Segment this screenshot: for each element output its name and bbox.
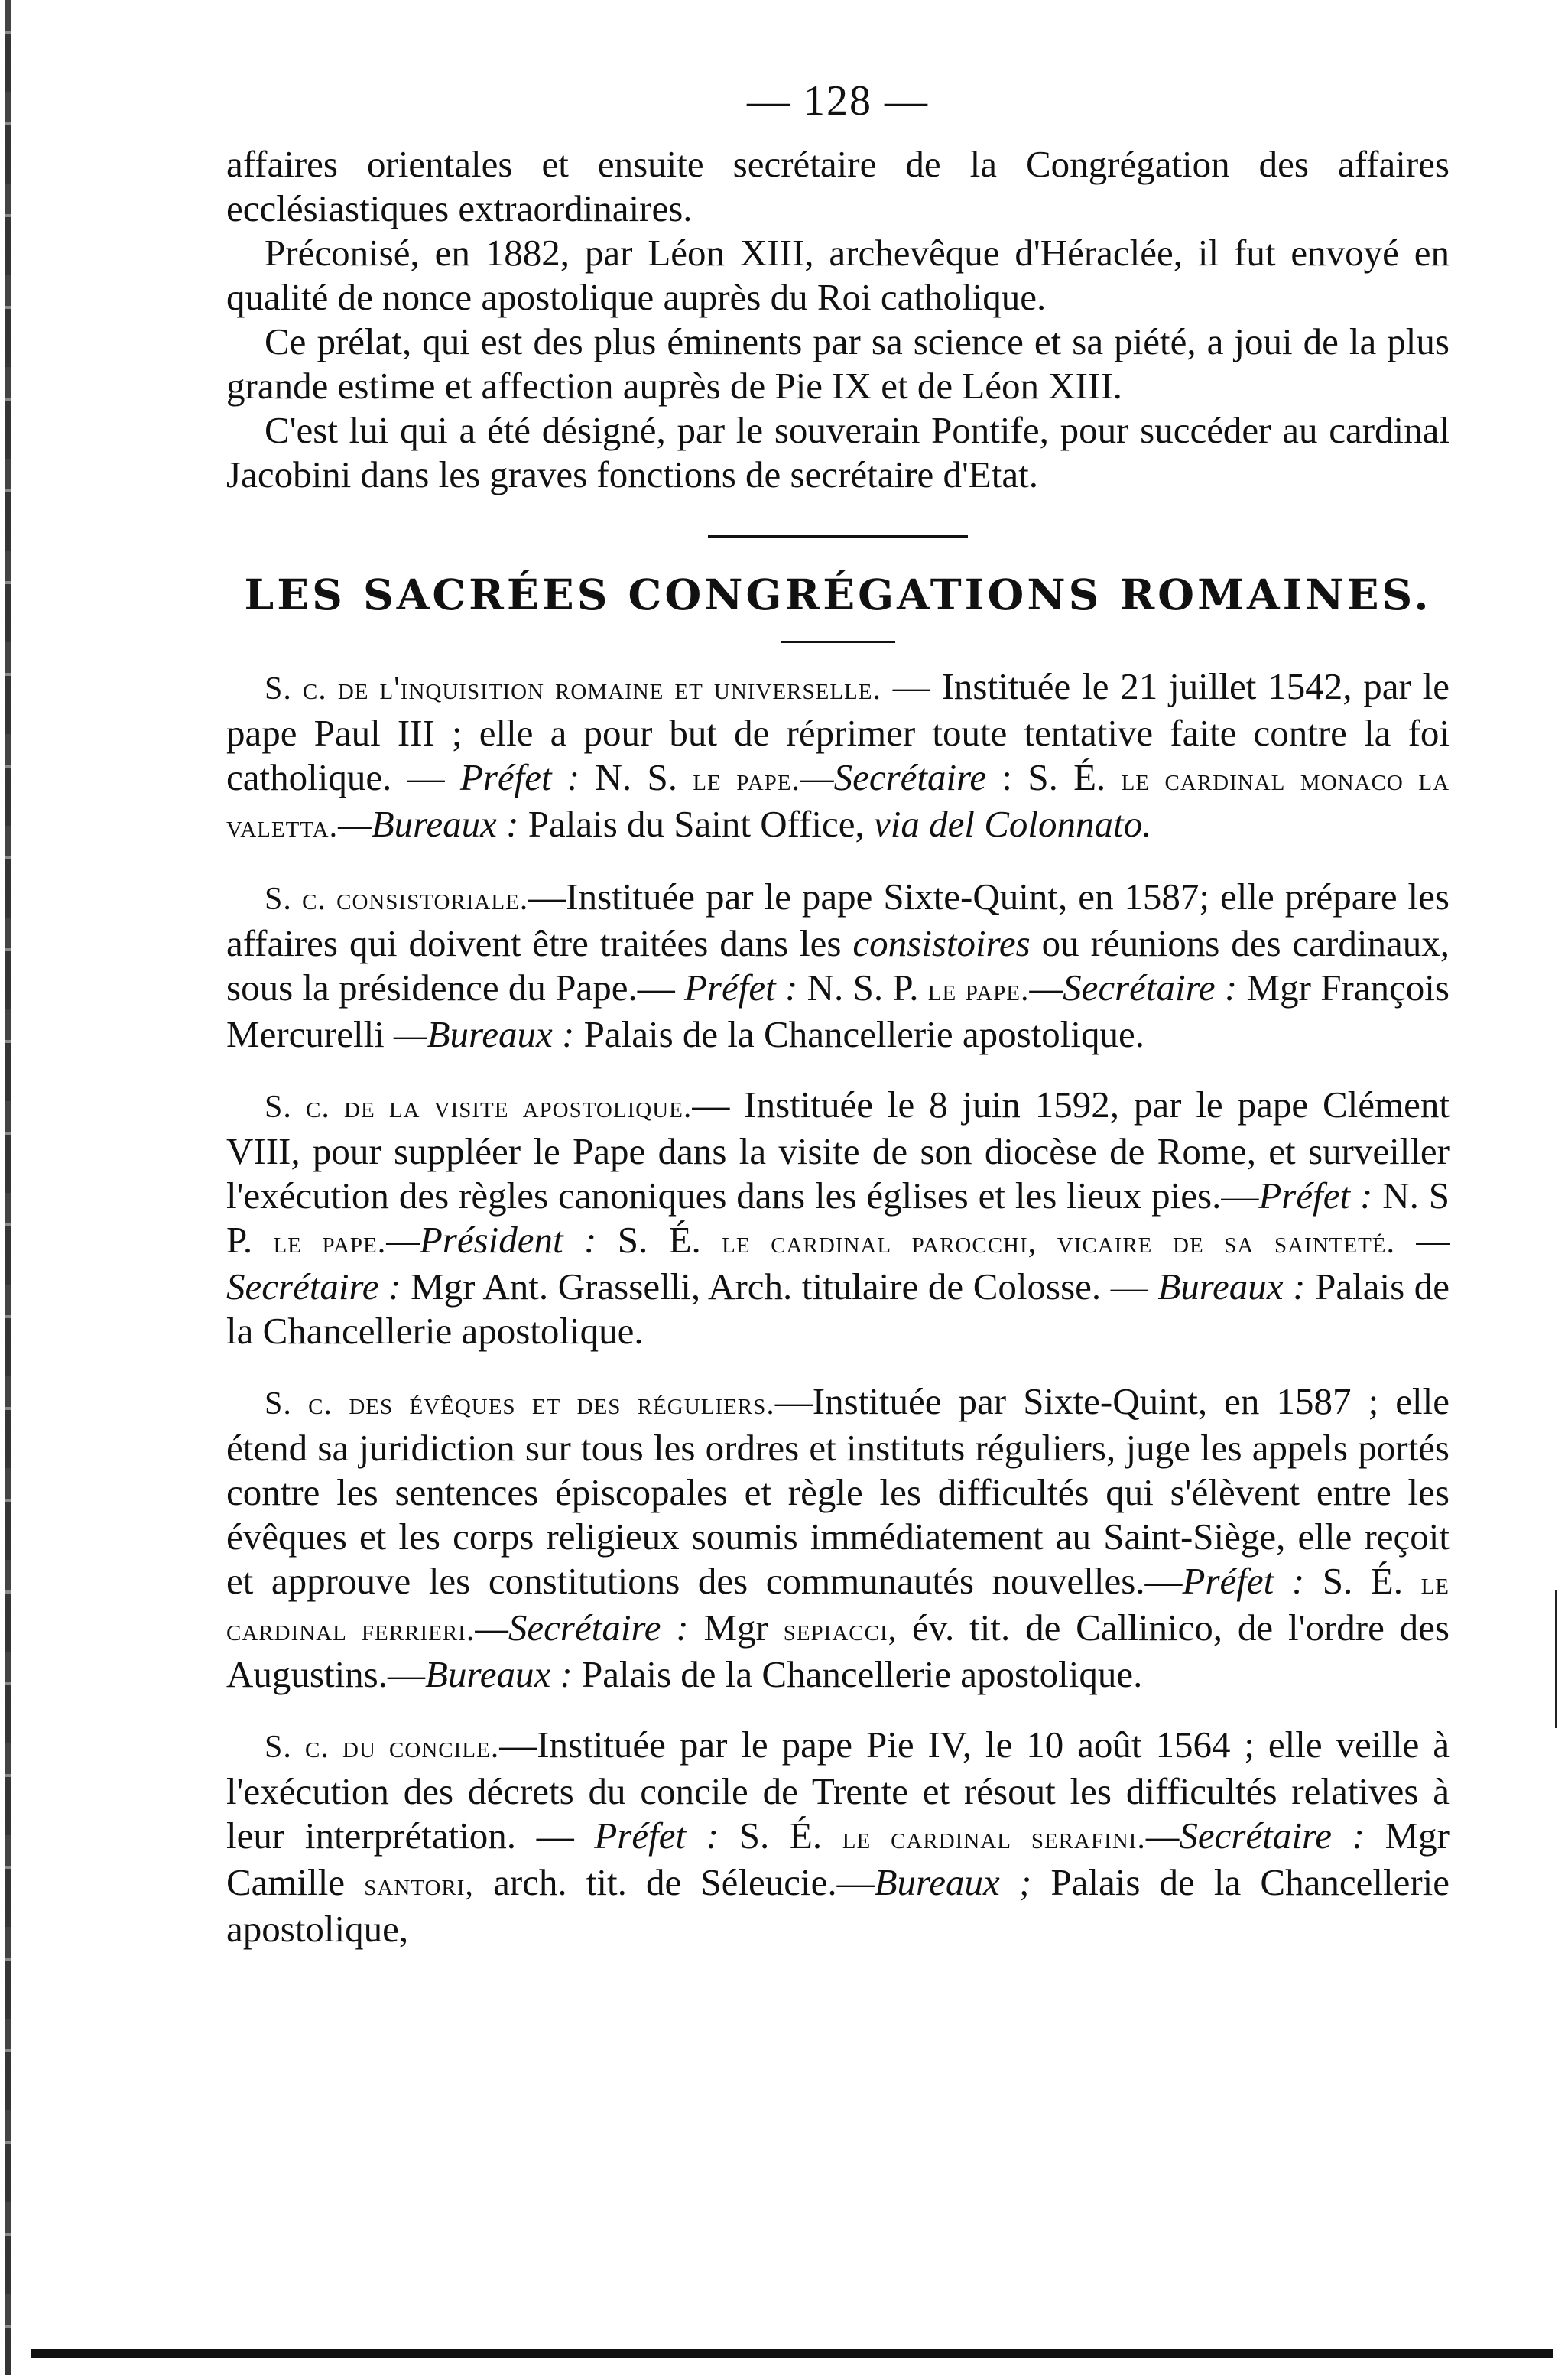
- entry-paragraph: [226, 875, 1450, 1057]
- entry-label: Préfet :: [1258, 1175, 1373, 1217]
- entry-text: év. tit. de Callinico, de l'ordre des Augustins.—: [226, 1607, 1450, 1695]
- entry-text: — Instituée le 8 juin 1592, par le pape Clément VIII, pour suppléer le Pape dans la visite de son diocèse de Rome, et surveiller l'exécution des règles canoniques dans les églises et les lieux pies.—: [226, 1084, 1450, 1217]
- entry-heading: S. c. des évêques et des réguliers.: [265, 1386, 775, 1421]
- entry-label: Bureaux :: [1157, 1265, 1306, 1308]
- entry-text: N. S P.: [226, 1175, 1450, 1261]
- entry-text: Palais de la Chancellerie apostolique.: [572, 1653, 1143, 1695]
- entry-text: : S. É.: [986, 756, 1122, 798]
- scan-right-mark: [1555, 1590, 1557, 1728]
- entry-label: Bureaux :: [425, 1653, 573, 1695]
- scan-bottom-edge: [31, 2349, 1553, 2358]
- entry-name: sepiacci,: [783, 1613, 898, 1648]
- entry-text: Palais du Saint Office,: [518, 803, 874, 845]
- scan-left-edge: [5, 0, 11, 2375]
- entry-heading: S. c. de la visite apostolique.: [265, 1090, 693, 1125]
- entry-name: le cardinal monaco la valetta.: [226, 762, 1450, 844]
- entry-text: S. É.: [719, 1815, 842, 1857]
- entry-label: via del Colonnato.: [874, 803, 1152, 845]
- entry-text: S. É.: [596, 1219, 722, 1261]
- entry-text: N. S.: [579, 756, 693, 798]
- entry-name: le pape.: [927, 973, 1030, 1008]
- entry-text: Mgr Ant. Grasselli, Arch. titulaire de Colosse. —: [401, 1265, 1158, 1308]
- entry-heading: S. c. consistoriale.: [265, 882, 529, 917]
- entry-text: Mgr Camille: [226, 1815, 1450, 1903]
- congregation-entry: [226, 664, 1450, 849]
- entry-name: le cardinal parocchi, vicaire de sa sainteté.: [722, 1225, 1396, 1260]
- entry-label: —Bureaux :: [338, 803, 519, 845]
- intro-paragraph: Ce prélat, qui est des plus éminents par sa science et sa piété, a joui de la plus grande estime et affection auprès de Pie IX et de Léon XIII.: [226, 320, 1450, 407]
- intro-paragraph: Préconisé, en 1882, par Léon XIII, archevêque d'Héraclée, il fut envoyé en qualité de nonce apostolique auprès du Roi catholique.: [226, 232, 1450, 318]
- section-title: LES SACRÉES CONGRÉGATIONS ROMAINES.: [244, 570, 1432, 619]
- entry-label: —Secrétaire :: [1145, 1815, 1365, 1857]
- entry-label: Bureaux ;: [874, 1861, 1032, 1903]
- entry-label: Préfet :: [684, 967, 798, 1009]
- entry-paragraph: [226, 664, 1450, 849]
- entry-name: le pape.: [273, 1225, 387, 1260]
- intro-paragraph: affaires orientales et ensuite secrétaire de la Congrégation des affaires ecclésiastiques extraordinaires.: [226, 143, 1450, 229]
- congregation-entry: [226, 1379, 1450, 1697]
- entry-text: arch. tit. de Séleucie.—: [473, 1861, 875, 1903]
- entry-text: Mgr: [688, 1607, 784, 1649]
- congregation-entry: [226, 1723, 1450, 1951]
- entry-name: le pape.: [693, 762, 800, 798]
- page: [226, 76, 1450, 1977]
- entry-name: le cardinal ferrieri.: [226, 1566, 1450, 1648]
- entry-paragraph: [226, 1379, 1450, 1697]
- entry-label: consistoires: [852, 922, 1031, 964]
- entry-label: —Secrétaire: [800, 756, 987, 798]
- entry-label: Préfet :: [1182, 1560, 1305, 1602]
- divider-rule: [708, 535, 968, 538]
- entry-label: —Secrétaire :: [1029, 967, 1238, 1009]
- intro-paragraph: C'est lui qui a été désigné, par le souverain Pontife, pour succéder au cardinal Jacobini dans les graves fonctions de secrétaire d'Etat.: [226, 409, 1450, 495]
- entry-text: —Instituée par Sixte-Quint, en 1587 ; elle étend sa juridiction sur tous les ordres et instituts réguliers, juge les appels portés contre les sentences épiscopales et règle les difficultés qui s'élèvent entre les évêques et les corps religieux soumis immédiatement au Saint-Siège, elle reçoit et approuve les constitutions des communautés nouvelles.—: [226, 1380, 1450, 1602]
- congregation-entry: [226, 1083, 1450, 1353]
- entry-label: —Secrétaire :: [475, 1607, 689, 1649]
- entry-heading: S. c. de l'inquisition romaine et universelle.: [265, 671, 881, 707]
- entry-label: —Président :: [386, 1219, 597, 1261]
- entry-text: Palais de la Chancellerie apostolique.: [574, 1013, 1145, 1055]
- entry-label: Préfet :: [459, 756, 580, 798]
- entry-paragraph: [226, 1723, 1450, 1951]
- divider-rule: [781, 641, 895, 643]
- entry-heading: S. c. du concile.: [265, 1730, 500, 1765]
- entry-text: Palais de la Chancellerie apostolique,: [226, 1861, 1450, 1950]
- congregation-entry: [226, 875, 1450, 1057]
- entry-paragraph: [226, 1083, 1450, 1353]
- entry-text: Mgr François Mercurelli: [226, 967, 1450, 1055]
- entry-text: ou réunions des cardinaux, sous la présidence du Pape.—: [226, 922, 1450, 1009]
- entry-text: S. É.: [1304, 1560, 1421, 1602]
- page-number: — 128 —: [747, 77, 929, 125]
- entry-text: N. S. P.: [797, 967, 928, 1009]
- entry-text: —Instituée par le pape Sixte-Quint, en 1587; elle prépare les affaires qui doivent être traitées dans les: [226, 876, 1450, 964]
- entry-text: — Instituée le 21 juillet 1542, par le pape Paul III ; elle a pour but de réprimer toute tentative faite contre la foi catholique. —: [226, 665, 1450, 798]
- entry-label: — Secrétaire :: [226, 1219, 1450, 1308]
- entry-label: —Bureaux :: [394, 1013, 575, 1055]
- entry-name: santori,: [364, 1867, 474, 1902]
- entry-text: —Instituée par le pape Pie IV, le 10 août 1564 ; elle veille à l'exécution des décrets du concile de Trente et résout les difficultés relatives à leur interprétation. —: [226, 1724, 1450, 1857]
- entry-text: Palais de la Chancellerie apostolique.: [226, 1265, 1450, 1352]
- entry-name: le cardinal serafini.: [842, 1821, 1146, 1856]
- entry-label: Préfet :: [594, 1815, 719, 1857]
